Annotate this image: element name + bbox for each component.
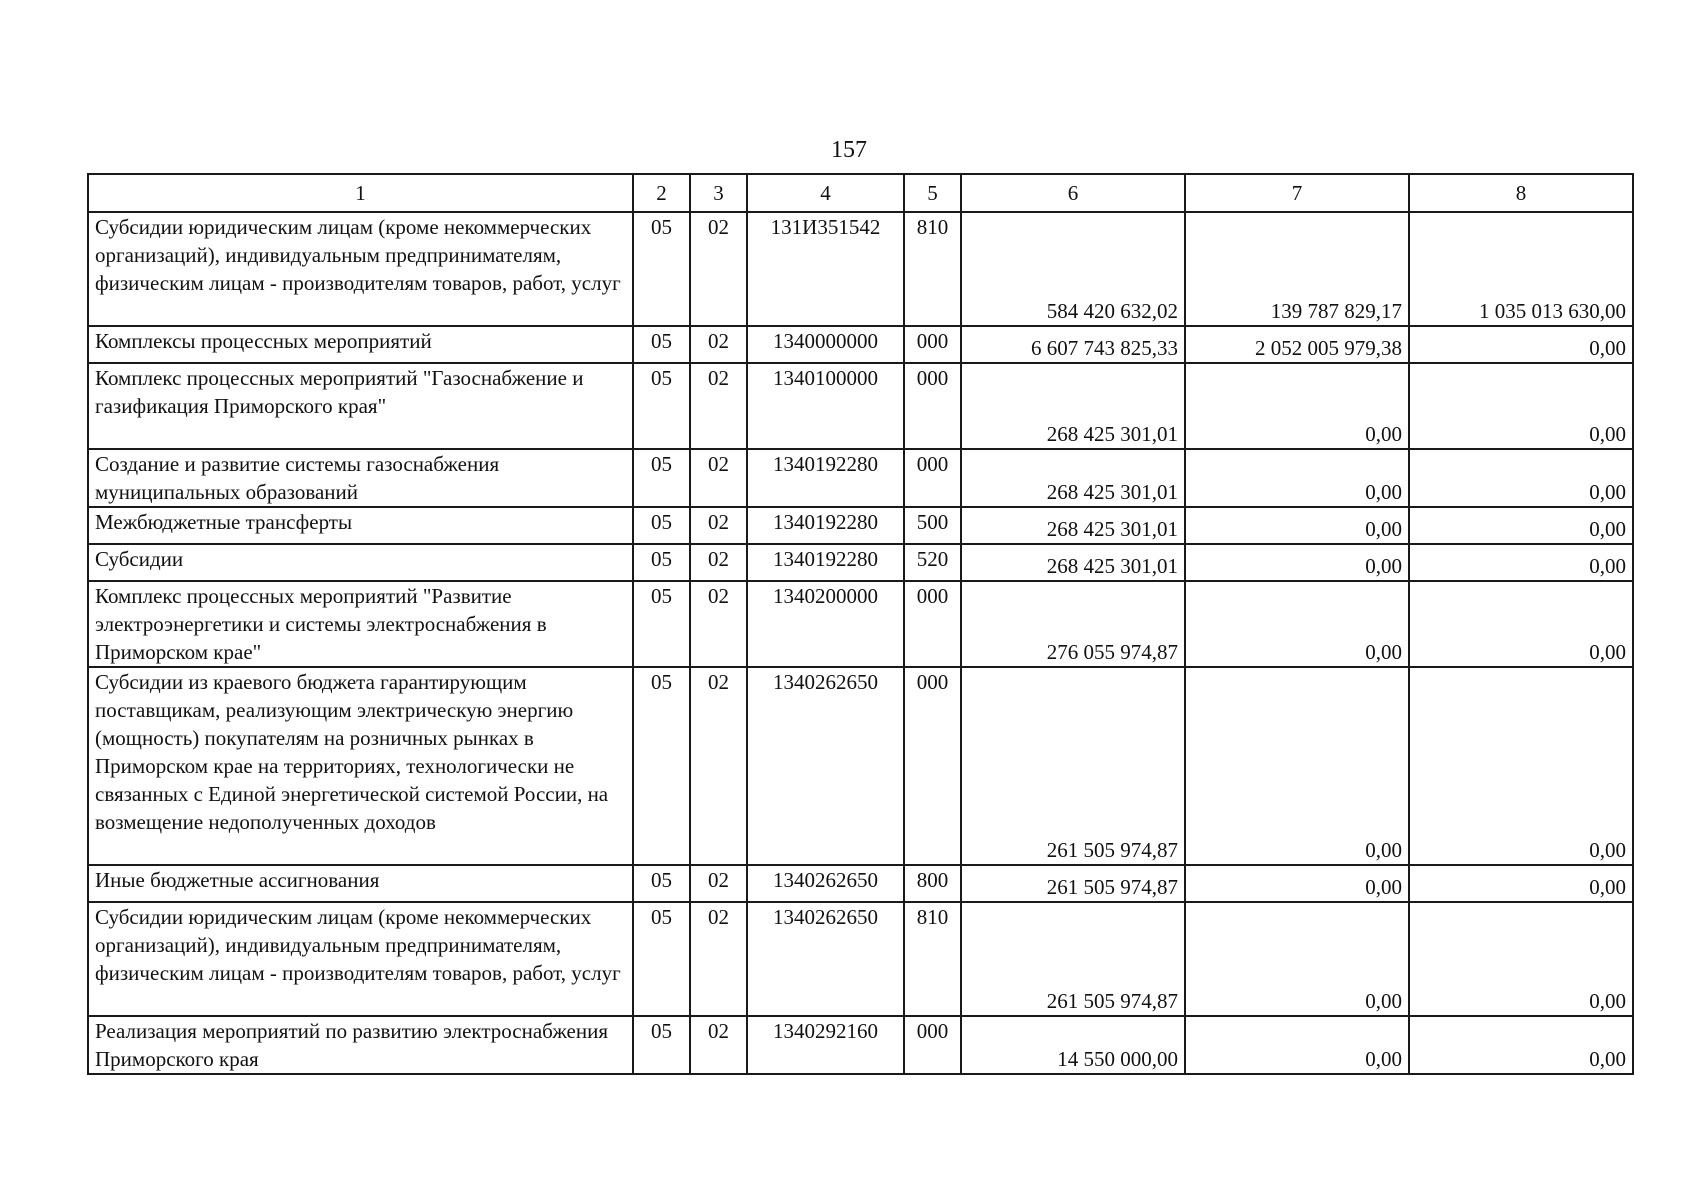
amount-col-8: 0,00 — [1409, 865, 1633, 902]
section-code: 05 — [633, 1016, 690, 1074]
header-cell-8: 8 — [1409, 174, 1633, 212]
amount-col-8: 0,00 — [1409, 1016, 1633, 1074]
header-cell-5: 5 — [904, 174, 961, 212]
section-code: 05 — [633, 212, 690, 326]
target-article-code: 1340100000 — [747, 363, 904, 449]
section-code: 05 — [633, 667, 690, 865]
target-article-code: 1340262650 — [747, 902, 904, 1016]
expense-type-code: 810 — [904, 902, 961, 1016]
target-article-code: 1340192280 — [747, 507, 904, 544]
header-cell-2: 2 — [633, 174, 690, 212]
header-cell-6: 6 — [961, 174, 1185, 212]
subsection-code: 02 — [690, 507, 747, 544]
amount-col-7: 0,00 — [1185, 507, 1409, 544]
expense-type-code: 000 — [904, 326, 961, 363]
section-code: 05 — [633, 544, 690, 581]
subsection-code: 02 — [690, 544, 747, 581]
subsection-code: 02 — [690, 326, 747, 363]
amount-col-6: 261 505 974,87 — [961, 865, 1185, 902]
amount-col-6: 268 425 301,01 — [961, 507, 1185, 544]
amount-col-7: 0,00 — [1185, 1016, 1409, 1074]
amount-col-8: 1 035 013 630,00 — [1409, 212, 1633, 326]
amount-col-7: 0,00 — [1185, 363, 1409, 449]
amount-col-6: 261 505 974,87 — [961, 667, 1185, 865]
row-name: Субсидии юридическим лицам (кроме некоммерческих организаций), индивидуальным предпринимателям, физическим лицам - производителям товаров, работ, услуг — [88, 212, 633, 326]
amount-col-7: 2 052 005 979,38 — [1185, 326, 1409, 363]
row-name: Межбюджетные трансферты — [88, 507, 633, 544]
section-code: 05 — [633, 507, 690, 544]
target-article-code: 1340262650 — [747, 667, 904, 865]
subsection-code: 02 — [690, 363, 747, 449]
amount-col-6: 276 055 974,87 — [961, 581, 1185, 667]
amount-col-6: 584 420 632,02 — [961, 212, 1185, 326]
amount-col-8: 0,00 — [1409, 326, 1633, 363]
section-code: 05 — [633, 326, 690, 363]
amount-col-7: 0,00 — [1185, 667, 1409, 865]
row-name: Создание и развитие системы газоснабжения муниципальных образований — [88, 449, 633, 507]
amount-col-8: 0,00 — [1409, 544, 1633, 581]
target-article-code: 1340192280 — [747, 449, 904, 507]
expense-type-code: 500 — [904, 507, 961, 544]
section-code: 05 — [633, 865, 690, 902]
row-name: Субсидии из краевого бюджета гарантирующим поставщикам, реализующим электрическую энергию (мощность) покупателям на розничных рынках в Приморском крае на территориях, технологически не связанных с Единой энергетической системой России, на возмещение недополученных доходов — [88, 667, 633, 865]
table-row — [88, 581, 1633, 667]
header-cell-1: 1 — [88, 174, 633, 212]
expense-type-code: 000 — [904, 581, 961, 667]
amount-col-8: 0,00 — [1409, 507, 1633, 544]
subsection-code: 02 — [690, 212, 747, 326]
expense-type-code: 000 — [904, 449, 961, 507]
section-code: 05 — [633, 902, 690, 1016]
table-row — [88, 326, 1633, 363]
subsection-code: 02 — [690, 581, 747, 667]
header-row — [88, 174, 1633, 212]
amount-col-6: 6 607 743 825,33 — [961, 326, 1185, 363]
amount-col-7: 0,00 — [1185, 865, 1409, 902]
amount-col-6: 268 425 301,01 — [961, 544, 1185, 581]
row-name: Субсидии — [88, 544, 633, 581]
expense-type-code: 800 — [904, 865, 961, 902]
amount-col-7: 0,00 — [1185, 449, 1409, 507]
budget-table — [87, 173, 1634, 1075]
table-row — [88, 507, 1633, 544]
header-cell-7: 7 — [1185, 174, 1409, 212]
target-article-code: 1340200000 — [747, 581, 904, 667]
subsection-code: 02 — [690, 865, 747, 902]
row-name: Субсидии юридическим лицам (кроме некоммерческих организаций), индивидуальным предпринимателям, физическим лицам - производителям товаров, работ, услуг — [88, 902, 633, 1016]
amount-col-8: 0,00 — [1409, 581, 1633, 667]
subsection-code: 02 — [690, 667, 747, 865]
expense-type-code: 000 — [904, 667, 961, 865]
row-name: Комплекс процессных мероприятий "Развитие электроэнергетики и системы электроснабжения в Приморском крае" — [88, 581, 633, 667]
row-name: Реализация мероприятий по развитию электроснабжения Приморского края — [88, 1016, 633, 1074]
expense-type-code: 810 — [904, 212, 961, 326]
amount-col-7: 0,00 — [1185, 902, 1409, 1016]
table-row — [88, 667, 1633, 865]
table-row — [88, 865, 1633, 902]
amount-col-6: 268 425 301,01 — [961, 363, 1185, 449]
section-code: 05 — [633, 581, 690, 667]
amount-col-6: 261 505 974,87 — [961, 902, 1185, 1016]
amount-col-8: 0,00 — [1409, 449, 1633, 507]
row-name: Комплекс процессных мероприятий "Газоснабжение и газификация Приморского края" — [88, 363, 633, 449]
header-cell-3: 3 — [690, 174, 747, 212]
target-article-code: 1340192280 — [747, 544, 904, 581]
row-name: Комплексы процессных мероприятий — [88, 326, 633, 363]
table-row — [88, 544, 1633, 581]
table-row — [88, 1016, 1633, 1074]
target-article-code: 131И351542 — [747, 212, 904, 326]
expense-type-code: 000 — [904, 1016, 961, 1074]
table-row — [88, 363, 1633, 449]
amount-col-7: 0,00 — [1185, 581, 1409, 667]
amount-col-6: 268 425 301,01 — [961, 449, 1185, 507]
expense-type-code: 520 — [904, 544, 961, 581]
table-row — [88, 449, 1633, 507]
row-name: Иные бюджетные ассигнования — [88, 865, 633, 902]
section-code: 05 — [633, 363, 690, 449]
amount-col-8: 0,00 — [1409, 363, 1633, 449]
amount-col-8: 0,00 — [1409, 667, 1633, 865]
target-article-code: 1340000000 — [747, 326, 904, 363]
expense-type-code: 000 — [904, 363, 961, 449]
section-code: 05 — [633, 449, 690, 507]
page-number: 157 — [831, 137, 867, 163]
subsection-code: 02 — [690, 449, 747, 507]
subsection-code: 02 — [690, 1016, 747, 1074]
amount-col-8: 0,00 — [1409, 902, 1633, 1016]
subsection-code: 02 — [690, 902, 747, 1016]
header-cell-4: 4 — [747, 174, 904, 212]
amount-col-7: 139 787 829,17 — [1185, 212, 1409, 326]
target-article-code: 1340292160 — [747, 1016, 904, 1074]
table-row — [88, 212, 1633, 326]
amount-col-6: 14 550 000,00 — [961, 1016, 1185, 1074]
amount-col-7: 0,00 — [1185, 544, 1409, 581]
table-row — [88, 902, 1633, 1016]
target-article-code: 1340262650 — [747, 865, 904, 902]
